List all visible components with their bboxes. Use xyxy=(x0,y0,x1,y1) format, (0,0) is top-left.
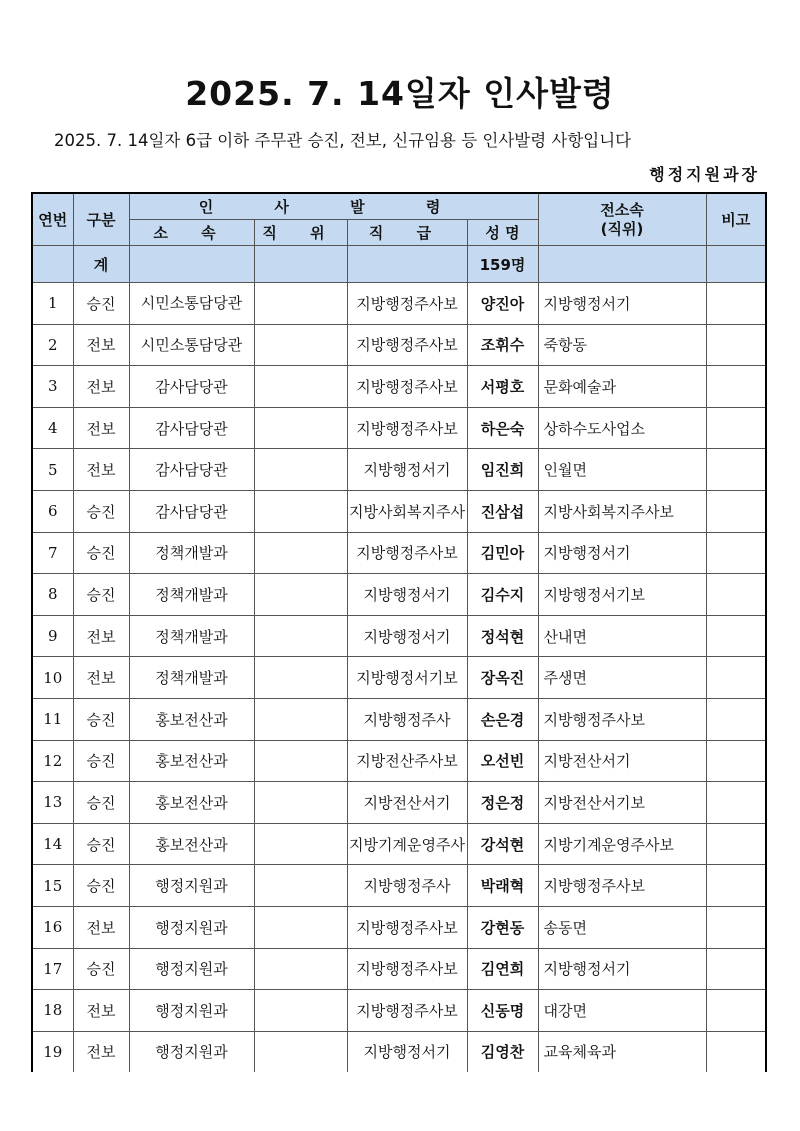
cell-remark xyxy=(706,823,766,865)
cell-remark xyxy=(706,615,766,657)
cell-name: 정석현 xyxy=(467,615,538,657)
cell-affiliation: 시민소통담당관 xyxy=(129,324,254,366)
cell-type: 승진 xyxy=(73,283,129,325)
total-cell xyxy=(347,246,467,283)
cell-type: 승진 xyxy=(73,948,129,990)
cell-no: 1 xyxy=(32,283,73,325)
cell-no: 2 xyxy=(32,324,73,366)
cell-grade: 지방행정서기 xyxy=(347,1031,467,1072)
header-grade: 직 급 xyxy=(347,220,467,246)
cell-affiliation: 행정지원과 xyxy=(129,948,254,990)
cell-type: 승진 xyxy=(73,574,129,616)
cell-no: 3 xyxy=(32,366,73,408)
cell-position xyxy=(254,740,347,782)
table-row xyxy=(32,532,766,574)
cell-grade: 지방행정주사 xyxy=(347,865,467,907)
cell-previous: 문화예술과 xyxy=(538,366,706,408)
header-no: 연번 xyxy=(32,193,73,246)
cell-previous: 상하수도사업소 xyxy=(538,407,706,449)
cell-type: 전보 xyxy=(73,366,129,408)
cell-name: 김민아 xyxy=(467,532,538,574)
table-row xyxy=(32,782,766,824)
header-type: 구분 xyxy=(73,193,129,246)
total-cell xyxy=(706,246,766,283)
cell-name: 김연희 xyxy=(467,948,538,990)
cell-grade: 지방행정주사 xyxy=(347,698,467,740)
cell-affiliation: 감사담당관 xyxy=(129,366,254,408)
cell-no: 18 xyxy=(32,990,73,1032)
cell-type: 전보 xyxy=(73,1031,129,1072)
cell-no: 15 xyxy=(32,865,73,907)
cell-affiliation: 시민소통담당관 xyxy=(129,283,254,325)
cell-remark xyxy=(706,698,766,740)
total-row xyxy=(32,246,766,283)
cell-position xyxy=(254,366,347,408)
cell-grade: 지방행정주사보 xyxy=(347,366,467,408)
cell-type: 전보 xyxy=(73,324,129,366)
cell-position xyxy=(254,615,347,657)
cell-affiliation: 정책개발과 xyxy=(129,574,254,616)
cell-previous: 송동면 xyxy=(538,906,706,948)
table-row xyxy=(32,366,766,408)
cell-affiliation: 홍보전산과 xyxy=(129,698,254,740)
cell-affiliation: 행정지원과 xyxy=(129,906,254,948)
cell-name: 조휘수 xyxy=(467,324,538,366)
cell-remark xyxy=(706,324,766,366)
cell-previous: 인월면 xyxy=(538,449,706,491)
table-row xyxy=(32,1031,766,1072)
cell-type: 전보 xyxy=(73,449,129,491)
page-subtitle: 2025. 7. 14일자 6급 이하 주무관 승진, 전보, 신규임용 등 인사발령 사항입니다 xyxy=(54,131,632,150)
cell-no: 10 xyxy=(32,657,73,699)
cell-previous: 주생면 xyxy=(538,657,706,699)
cell-previous: 지방기계운영주사보 xyxy=(538,823,706,865)
cell-name: 정은정 xyxy=(467,782,538,824)
table-body xyxy=(32,246,766,1073)
cell-previous: 산내면 xyxy=(538,615,706,657)
table-row xyxy=(32,740,766,782)
table-row xyxy=(32,698,766,740)
cell-name: 김영찬 xyxy=(467,1031,538,1072)
issuing-department: 행정지원과장 xyxy=(649,165,760,184)
cell-position xyxy=(254,532,347,574)
cell-position xyxy=(254,283,347,325)
cell-name: 하은숙 xyxy=(467,407,538,449)
cell-no: 4 xyxy=(32,407,73,449)
header-order: 인 사 발 령 xyxy=(129,193,538,220)
cell-remark xyxy=(706,574,766,616)
cell-remark xyxy=(706,1031,766,1072)
cell-type: 승진 xyxy=(73,698,129,740)
cell-affiliation: 홍보전산과 xyxy=(129,823,254,865)
cell-remark xyxy=(706,990,766,1032)
cell-affiliation: 정책개발과 xyxy=(129,532,254,574)
cell-remark xyxy=(706,906,766,948)
cell-no: 17 xyxy=(32,948,73,990)
cell-name: 신동명 xyxy=(467,990,538,1032)
table-row xyxy=(32,490,766,532)
total-count: 159명 xyxy=(467,246,538,283)
cell-affiliation: 홍보전산과 xyxy=(129,782,254,824)
cell-remark xyxy=(706,782,766,824)
table-row xyxy=(32,657,766,699)
cell-remark xyxy=(706,948,766,990)
cell-remark xyxy=(706,366,766,408)
cell-previous: 지방전산서기보 xyxy=(538,782,706,824)
total-cell xyxy=(538,246,706,283)
cell-type: 전보 xyxy=(73,657,129,699)
cell-position xyxy=(254,1031,347,1072)
cell-remark xyxy=(706,283,766,325)
cell-grade: 지방행정서기 xyxy=(347,574,467,616)
cell-position xyxy=(254,698,347,740)
cell-name: 김수지 xyxy=(467,574,538,616)
cell-previous: 지방행정서기 xyxy=(538,948,706,990)
cell-position xyxy=(254,574,347,616)
cell-previous: 지방행정서기보 xyxy=(538,574,706,616)
total-label: 계 xyxy=(73,246,129,283)
page-title: 2025. 7. 14일자 인사발령 xyxy=(185,74,615,113)
table-row xyxy=(32,906,766,948)
cell-grade: 지방행정서기 xyxy=(347,449,467,491)
cell-position xyxy=(254,990,347,1032)
table-row xyxy=(32,823,766,865)
cell-grade: 지방행정주사보 xyxy=(347,948,467,990)
cell-remark xyxy=(706,532,766,574)
table-row xyxy=(32,407,766,449)
cell-affiliation: 행정지원과 xyxy=(129,990,254,1032)
cell-previous: 죽항동 xyxy=(538,324,706,366)
cell-affiliation: 정책개발과 xyxy=(129,615,254,657)
cell-grade: 지방행정주사보 xyxy=(347,324,467,366)
cell-position xyxy=(254,865,347,907)
table-row xyxy=(32,449,766,491)
cell-affiliation: 정책개발과 xyxy=(129,657,254,699)
header-name: 성 명 xyxy=(467,220,538,246)
cell-name: 장옥진 xyxy=(467,657,538,699)
cell-remark xyxy=(706,449,766,491)
cell-type: 승진 xyxy=(73,865,129,907)
cell-name: 진삼섭 xyxy=(467,490,538,532)
cell-grade: 지방전산서기 xyxy=(347,782,467,824)
cell-previous: 지방사회복지주사보 xyxy=(538,490,706,532)
personnel-table xyxy=(31,192,767,1072)
cell-remark xyxy=(706,657,766,699)
cell-no: 6 xyxy=(32,490,73,532)
cell-position xyxy=(254,490,347,532)
cell-position xyxy=(254,906,347,948)
cell-name: 오선빈 xyxy=(467,740,538,782)
cell-remark xyxy=(706,407,766,449)
cell-affiliation: 행정지원과 xyxy=(129,865,254,907)
cell-grade: 지방전산주사보 xyxy=(347,740,467,782)
table-row xyxy=(32,615,766,657)
cell-name: 강현동 xyxy=(467,906,538,948)
cell-no: 9 xyxy=(32,615,73,657)
cell-no: 12 xyxy=(32,740,73,782)
cell-type: 승진 xyxy=(73,490,129,532)
cell-type: 승진 xyxy=(73,782,129,824)
total-cell xyxy=(129,246,254,283)
cell-type: 전보 xyxy=(73,615,129,657)
cell-previous: 지방행정주사보 xyxy=(538,865,706,907)
cell-no: 19 xyxy=(32,1031,73,1072)
cell-position xyxy=(254,657,347,699)
cell-grade: 지방사회복지주사 xyxy=(347,490,467,532)
cell-affiliation: 감사담당관 xyxy=(129,407,254,449)
cell-remark xyxy=(706,490,766,532)
cell-no: 16 xyxy=(32,906,73,948)
header-affiliation: 소 속 xyxy=(129,220,254,246)
cell-name: 박래혁 xyxy=(467,865,538,907)
table-row xyxy=(32,865,766,907)
cell-no: 13 xyxy=(32,782,73,824)
cell-name: 양진아 xyxy=(467,283,538,325)
cell-type: 승진 xyxy=(73,823,129,865)
total-cell xyxy=(32,246,73,283)
table-row xyxy=(32,948,766,990)
table-row xyxy=(32,283,766,325)
cell-name: 임진희 xyxy=(467,449,538,491)
cell-grade: 지방기계운영주사 xyxy=(347,823,467,865)
cell-grade: 지방행정주사보 xyxy=(347,532,467,574)
cell-grade: 지방행정주사보 xyxy=(347,407,467,449)
header-position: 직 위 xyxy=(254,220,347,246)
cell-type: 전보 xyxy=(73,990,129,1032)
cell-position xyxy=(254,407,347,449)
cell-name: 서평호 xyxy=(467,366,538,408)
cell-position xyxy=(254,324,347,366)
cell-affiliation: 감사담당관 xyxy=(129,490,254,532)
cell-grade: 지방행정주사보 xyxy=(347,990,467,1032)
cell-type: 승진 xyxy=(73,740,129,782)
header-previous: 전소속 (직위) xyxy=(538,193,706,246)
total-cell xyxy=(254,246,347,283)
cell-affiliation: 행정지원과 xyxy=(129,1031,254,1072)
cell-position xyxy=(254,948,347,990)
cell-no: 8 xyxy=(32,574,73,616)
cell-name: 강석현 xyxy=(467,823,538,865)
table-row xyxy=(32,574,766,616)
cell-grade: 지방행정주사보 xyxy=(347,906,467,948)
cell-no: 14 xyxy=(32,823,73,865)
cell-no: 7 xyxy=(32,532,73,574)
cell-position xyxy=(254,823,347,865)
table-row xyxy=(32,324,766,366)
cell-grade: 지방행정서기보 xyxy=(347,657,467,699)
cell-type: 전보 xyxy=(73,407,129,449)
cell-position xyxy=(254,782,347,824)
cell-previous: 지방행정서기 xyxy=(538,532,706,574)
cell-previous: 지방전산서기 xyxy=(538,740,706,782)
cell-no: 11 xyxy=(32,698,73,740)
cell-previous: 지방행정서기 xyxy=(538,283,706,325)
cell-type: 전보 xyxy=(73,906,129,948)
cell-previous: 교육체육과 xyxy=(538,1031,706,1072)
cell-grade: 지방행정서기 xyxy=(347,615,467,657)
cell-name: 손은경 xyxy=(467,698,538,740)
cell-no: 5 xyxy=(32,449,73,491)
table-row xyxy=(32,990,766,1032)
cell-grade: 지방행정주사보 xyxy=(347,283,467,325)
cell-previous: 지방행정주사보 xyxy=(538,698,706,740)
header-remark: 비고 xyxy=(706,193,766,246)
cell-previous: 대강면 xyxy=(538,990,706,1032)
cell-remark xyxy=(706,740,766,782)
cell-type: 승진 xyxy=(73,532,129,574)
cell-affiliation: 감사담당관 xyxy=(129,449,254,491)
cell-position xyxy=(254,449,347,491)
cell-affiliation: 홍보전산과 xyxy=(129,740,254,782)
cell-remark xyxy=(706,865,766,907)
